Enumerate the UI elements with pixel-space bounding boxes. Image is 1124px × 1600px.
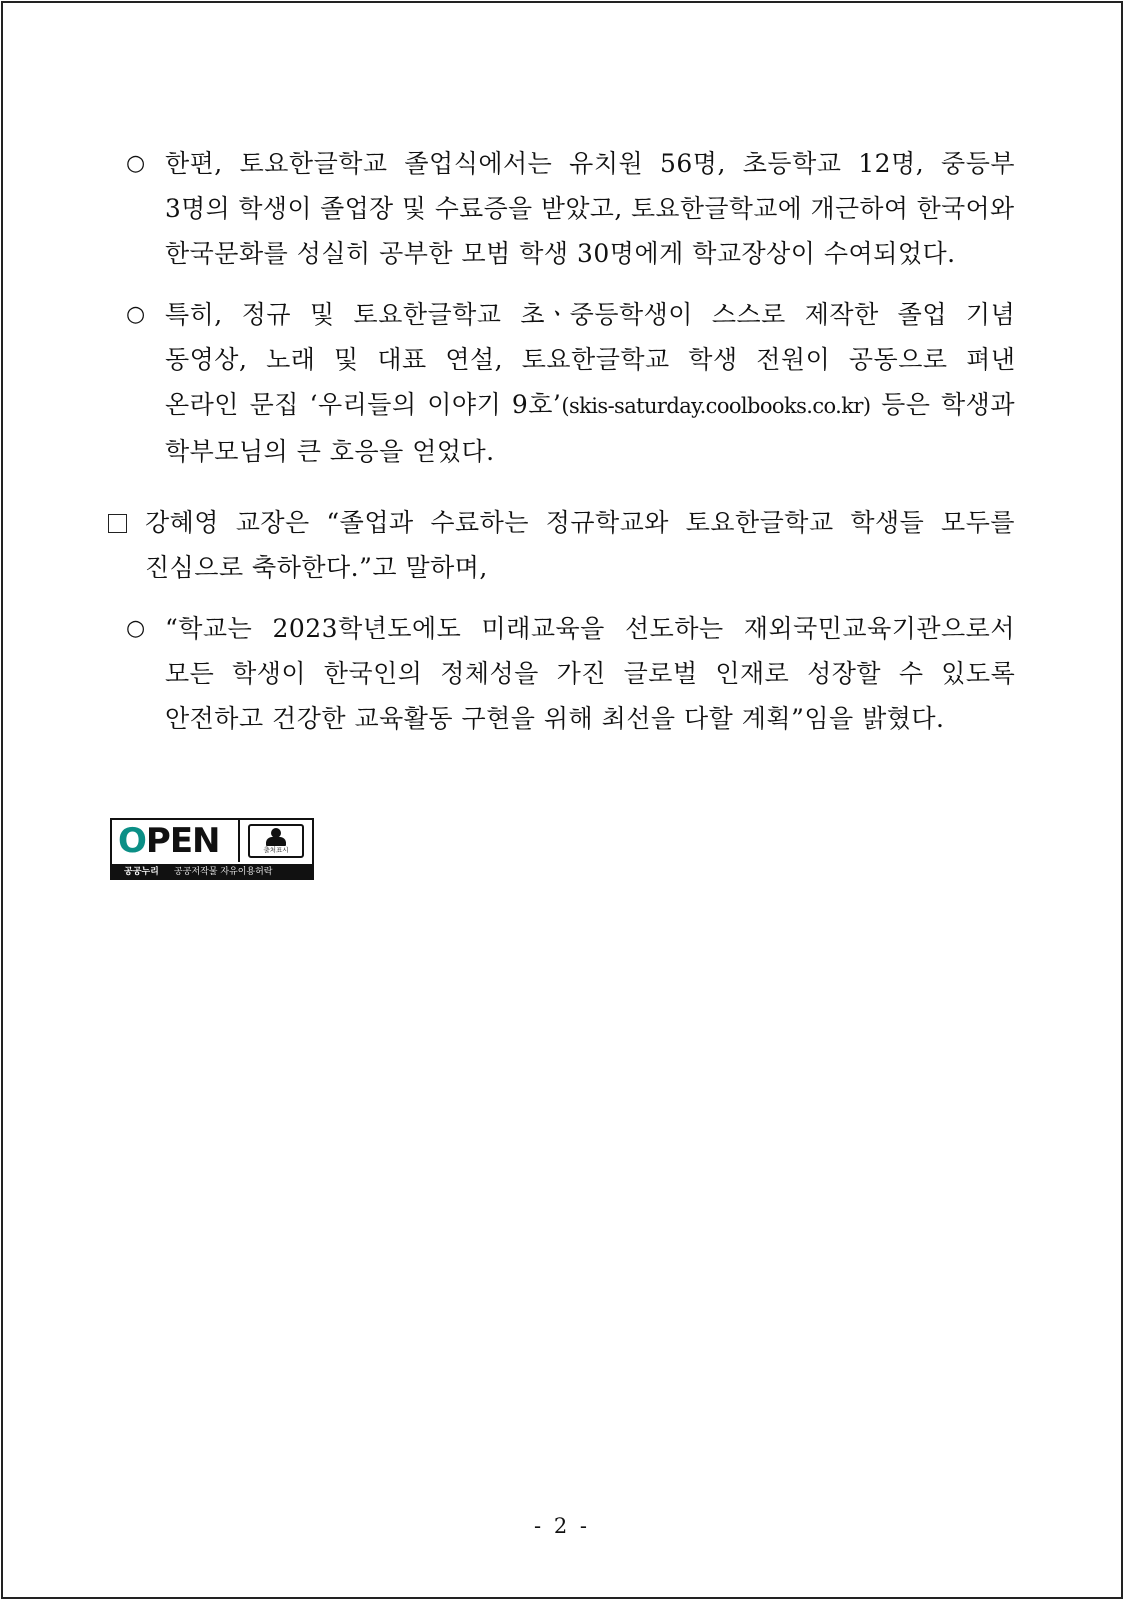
open-badge-top [112, 820, 312, 862]
square-bullet-icon [108, 514, 127, 533]
paragraph-special-events [165, 292, 1015, 474]
text-line: 강혜영 교장은 “졸업과 수료하는 정규학교와 토요한글학교 학생들 모두를 [145, 508, 1015, 537]
open-logo-letters: PEN [145, 821, 220, 861]
paragraph-principal-remark [145, 500, 1015, 590]
text-line: 모든 학생이 한국인의 정체성을 가진 글로벌 인재로 성장할 수 있도록 [165, 659, 1016, 688]
text-line: 한국문화를 성실히 공부한 모범 학생 30명에게 학교장상이 수여되었다. [165, 239, 956, 268]
bullet-circle: ○ [126, 616, 146, 641]
text-line: 안전하고 건강한 교육활동 구현을 위해 최선을 다할 계획”임을 밝혔다. [165, 704, 945, 733]
paragraph-school-plan-quote [165, 606, 1015, 741]
page-number: - 2 - [534, 1514, 590, 1538]
text-line: 진심으로 축하한다.”고 말하며, [145, 553, 488, 582]
text-line: 3명의 학생이 졸업장 및 수료증을 받았고, 토요한글학교에 개근하여 한국어와 [165, 194, 1015, 223]
text-fragment: 등은 학생과 [870, 390, 1015, 419]
bullet-circle: ○ [126, 151, 146, 176]
attribution-label: 출처표시 [263, 846, 289, 854]
bullet-circle: ○ [126, 302, 146, 327]
text-line: 특히, 정규 및 토요한글학교 초ㆍ중등학생이 스스로 제작한 졸업 기념 [165, 300, 1016, 329]
kogl-name: 공공누리 [124, 867, 159, 877]
text-line: 한편, 토요한글학교 졸업식에서는 유치원 56명, 초등학교 12명, 중등부 [165, 149, 1015, 178]
text-line-with-url [165, 382, 1015, 429]
attribution-icon [248, 824, 304, 858]
badge-divider [238, 820, 240, 862]
open-logo-o: O [118, 821, 146, 861]
open-license-badge [110, 818, 314, 880]
anthology-url: (skis-saturday.coolbooks.co.kr) [561, 394, 871, 418]
open-logo-text [118, 822, 220, 860]
kogl-description: 공공저작물 자유이용허락 [174, 867, 273, 877]
paragraph-graduation-stats [165, 141, 1015, 276]
person-body-icon [266, 837, 286, 846]
text-line: 학부모님의 큰 호응을 얻었다. [165, 437, 495, 466]
anthology-title: 온라인 문집 ‘우리들의 이야기 9호’ [165, 390, 562, 419]
text-line: “학교는 2023학년도에도 미래교육을 선도하는 재외국민교육기관으로서 [165, 614, 1015, 643]
open-badge-bottom-bar [112, 864, 312, 880]
text-line: 동영상, 노래 및 대표 연설, 토요한글학교 학생 전원이 공동으로 펴낸 [165, 345, 1016, 374]
